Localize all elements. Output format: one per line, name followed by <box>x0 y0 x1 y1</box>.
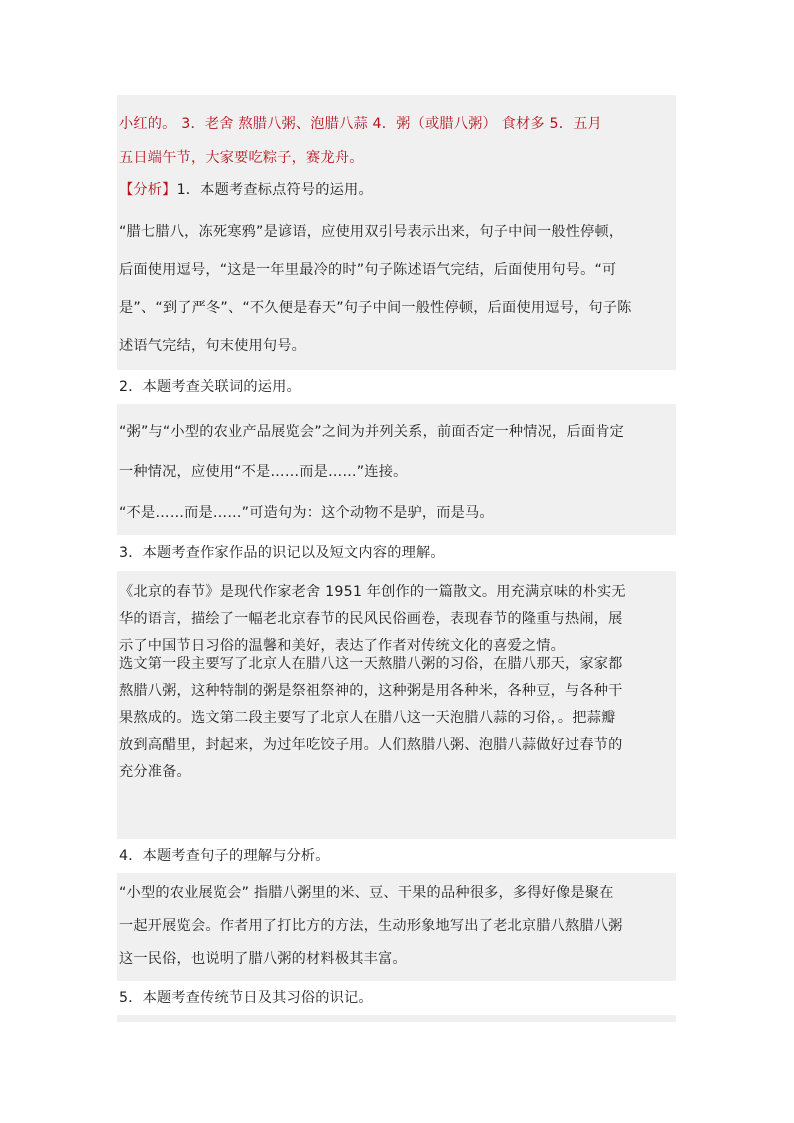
q3-paragraph-1 <box>117 579 676 660</box>
analysis-heading <box>117 175 676 205</box>
q3-para2-line: 果熬成的。选文第二段主要写了北京人在腊八这一天泡腊八蒜的习俗，。把蒜瓣 <box>119 710 616 726</box>
q2-title-row <box>117 370 676 404</box>
q4-line: 这一民俗，也说明了腊八粥的材料极其丰富。 <box>119 951 407 967</box>
answer-line-2: 五日端午节，大家要吃粽子，赛龙舟。 <box>119 150 364 166</box>
q3-title: 3．本题考查作家作品的识记以及短文内容的理解。 <box>119 545 445 561</box>
q4-line: “小型的农业展览会” 指腊八粥里的米、豆、干果的品种很多，多得好像是聚在 <box>119 885 614 901</box>
q2-example-row <box>117 495 676 531</box>
q1-title: 1．本题考查标点符号的运用。 <box>176 182 373 198</box>
answer-block <box>117 107 676 175</box>
q4-body <box>117 877 676 976</box>
q3-para1-line: 华的语言，描绘了一幅老北京春节的民风民俗画卷，表现春节的隆重与热闹，展 <box>119 611 623 627</box>
analysis-label: 【分析】 <box>119 182 177 198</box>
q3-para1-line: 《北京的春节》是现代作家老舍 1951 年创作的一篇散文。用充满京味的朴实无 <box>119 584 626 600</box>
q2-body <box>117 412 676 492</box>
q4-line: 一起开展览会。作者用了打比方的方法，生动形象地写出了老北京腊八熬腊八粥 <box>119 918 623 934</box>
q3-para1-line: 示了中国节日习俗的温馨和美好，表达了作者对传统文化的喜爱之情。 <box>119 638 566 654</box>
q1-body <box>117 213 676 365</box>
q4-title-row <box>117 839 676 873</box>
q1-line: 后面使用逗号，“这是一年里最冷的时”句子陈述语气完结，后面使用句号。“可 <box>119 262 617 278</box>
q3-para2-line: 选文第一段主要写了北京人在腊八这一天熬腊八粥的习俗，在腊八那天，家家都 <box>119 656 623 672</box>
q5-title: 5．本题考查传统节日及其习俗的识记。 <box>119 990 373 1006</box>
q3-para2-line: 放到高醋里，封起来，为过年吃饺子用。人们熬腊八粥、泡腊八蒜做好过春节的 <box>119 737 623 753</box>
q2-title: 2．本题考查关联词的运用。 <box>119 379 301 395</box>
q1-line: 述语气完结，句末使用句号。 <box>119 338 307 354</box>
q3-para2-line: 充分准备。 <box>119 764 191 780</box>
answer-line-1: 小红的。 3．老舍 熬腊八粥、泡腊八蒜 4．粥（或腊八粥） 食材多 5．五月 <box>119 116 602 132</box>
q2-line: 一种情况，应使用“不是……而是……”连接。 <box>119 464 408 480</box>
q3-paragraph-2 <box>117 651 676 786</box>
q2-example: “不是……而是……”可造句为：这个动物不是驴，而是马。 <box>119 505 494 521</box>
q2-line: “粥”与“小型的农业产品展览会”之间为并列关系，前面否定一种情况，后面肯定 <box>119 424 624 440</box>
q3-para2-line: 熬腊八粥，这种特制的粥是祭祖祭神的，这种粥是用各种米，各种豆，与各种干 <box>119 683 623 699</box>
q5-title-row <box>117 981 676 1015</box>
q4-title: 4．本题考查句子的理解与分析。 <box>119 848 330 864</box>
q1-line: 是”、“到了严冬”、“不久便是春天”句子中间一般性停顿，后面使用逗号，句子陈 <box>119 300 632 316</box>
document-panel <box>117 95 676 1022</box>
q1-line: “腊七腊八，冻死寒鸦”是谚语，应使用双引号表示出来，句子中间一般性停顿， <box>119 224 624 240</box>
q3-title-row <box>117 535 676 571</box>
